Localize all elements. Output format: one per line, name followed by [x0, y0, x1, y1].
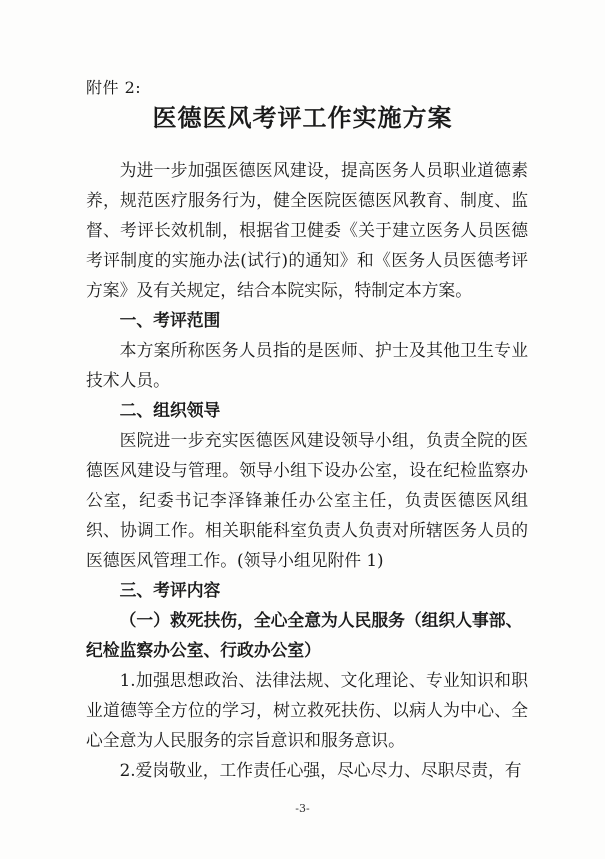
document-title: 医德医风考评工作实施方案 [152, 103, 453, 132]
section-heading-scope: 一、考评范围 [119, 310, 221, 330]
section-heading-content: 三、考评内容 [119, 580, 221, 600]
section-subheading: （一）救死扶伤，全心全意为人民服务（组织人事部、纪检监察办公室、行政办公室） [86, 610, 523, 660]
section-text-leadership: 医院进一步充实医德医风建设领导小组，负责全院的医德医风建设与管理。领导小组下设办公室，设在纪检监察办公室，纪委书记李泽锋兼任办公室主任，负责医德医风组织、协调工作。相关职能科室负责人负责对所辖医务人员的医德医风管理工作。(领导小组见附件 1) [86, 430, 528, 570]
attachment-label: 附件 2: [86, 78, 142, 97]
section-heading-leadership: 二、组织领导 [119, 400, 221, 420]
section-text-scope: 本方案所称医务人员指的是医师、护士及其他卫生专业技术人员。 [86, 340, 528, 390]
page-number: -3- [295, 802, 310, 815]
document-body [86, 155, 528, 785]
content-item-2: 2.爱岗敬业，工作责任心强，尽心尽力、尽职尽责，有 [119, 760, 522, 780]
content-item-1: 1.加强思想政治、法律法规、文化理论、专业知识和职业道德等全方位的学习，树立救死扶伤、以病人为中心、全心全意为人民服务的宗旨意识和服务意识。 [86, 670, 528, 750]
intro-paragraph: 为进一步加强医德医风建设，提高医务人员职业道德素养，规范医疗服务行为，健全医院医德医风教育、制度、监督、考评长效机制，根据省卫健委《关于建立医务人员医德考评制度的实施办法(试行)的通知》和《医务人员医德考评方案》及有关规定，结合本院实际，特制定本方案。 [86, 160, 528, 300]
